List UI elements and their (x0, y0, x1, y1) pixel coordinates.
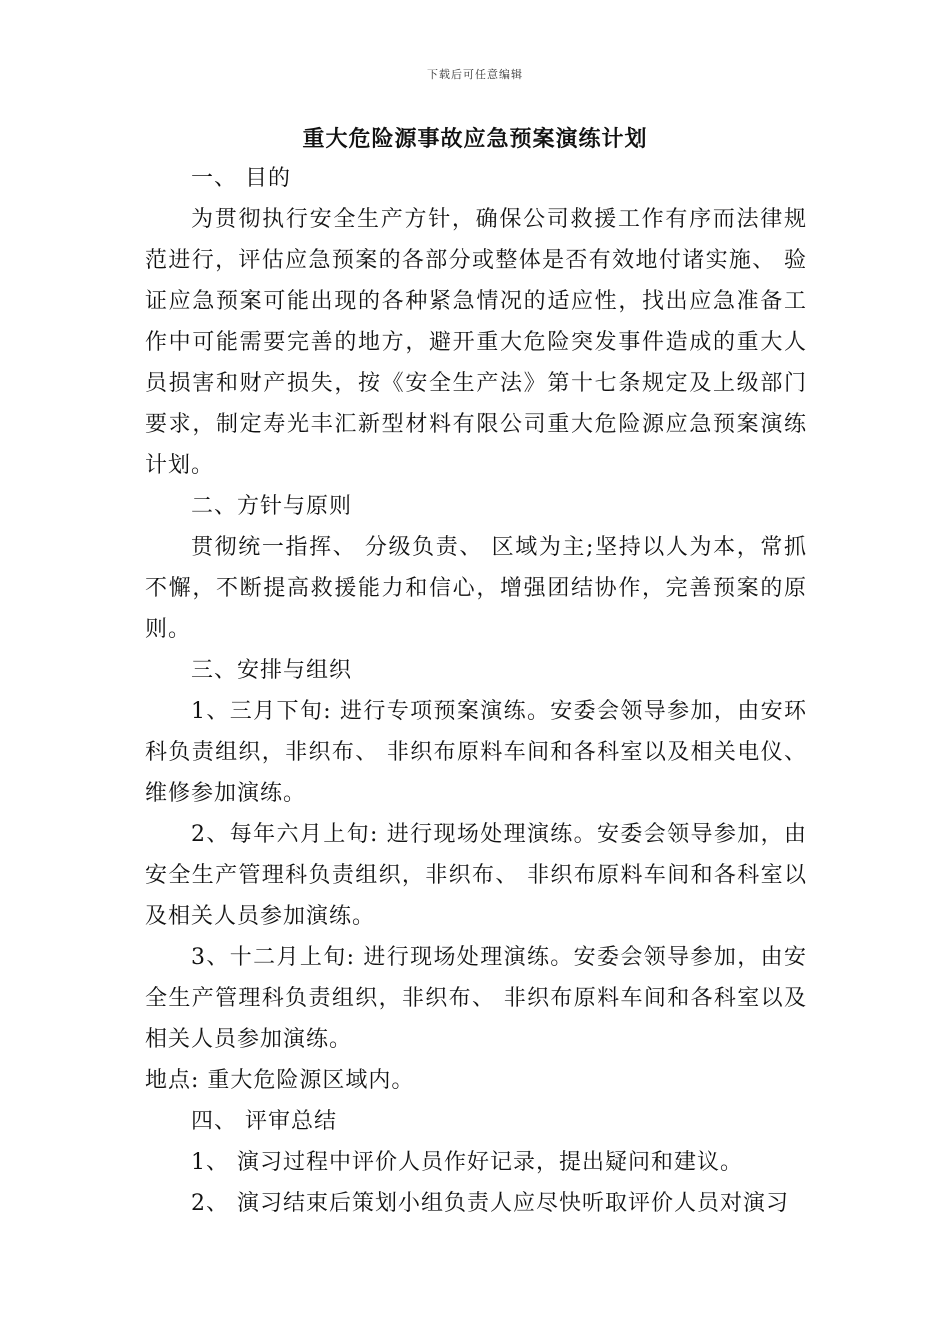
review-item-2: 2、 演习结束后策划小组负责人应尽快听取评价人员对演习 (191, 1191, 789, 1216)
section-heading-purpose: 一、 目的 (191, 166, 291, 191)
arrangement-item-3: 3、十二月上旬: 进行现场处理演练。安委会领导参加，由安全生产管理科负责组织，非织布、 非织布原料车间和各科室以及相关人员参加演练。 (145, 945, 807, 1052)
section-heading-principles: 二、方针与原则 (191, 494, 353, 519)
paragraph-principles: 贯彻统一指挥、 分级负责、 区域为主;坚持以人为本，常抓不懈，不断提高救援能力和信心，增强团结协作，完善预案的原则。 (145, 535, 807, 642)
arrangement-item-1: 1、三月下旬: 进行专项预案演练。安委会领导参加，由安环科负责组织，非织布、 非织布原料车间和各科室以及相关电仪、维修参加演练。 (145, 699, 807, 806)
section-heading-arrangement: 三、安排与组织 (191, 658, 353, 683)
location-line: 地点: 重大危险源区域内。 (145, 1068, 415, 1093)
header-note: 下载后可任意编辑 (427, 68, 523, 81)
review-item-1: 1、 演习过程中评价人员作好记录，提出疑问和建议。 (191, 1150, 743, 1175)
document-title: 重大危险源事故应急预案演练计划 (302, 126, 648, 152)
document-body (145, 158, 807, 1224)
section-heading-review: 四、 评审总结 (191, 1109, 337, 1134)
paragraph-purpose: 为贯彻执行安全生产方针，确保公司救援工作有序而法律规范进行，评估应急预案的各部分或整体是否有效地付诸实施、 验证应急预案可能出现的各种紧急情况的适应性，找出应急准备工作中可能需要完善的地方，避开重大危险突发事件造成的重大人员损害和财产损失，按《安全生产法》第十七条规定及上级部门要求，制定寿光丰汇新型材料有限公司重大危险源应急预案演练计划。 (145, 207, 807, 478)
arrangement-item-2: 2、每年六月上旬: 进行现场处理演练。安委会领导参加，由安全生产管理科负责组织，非织布、 非织布原料车间和各科室以及相关人员参加演练。 (145, 822, 807, 929)
